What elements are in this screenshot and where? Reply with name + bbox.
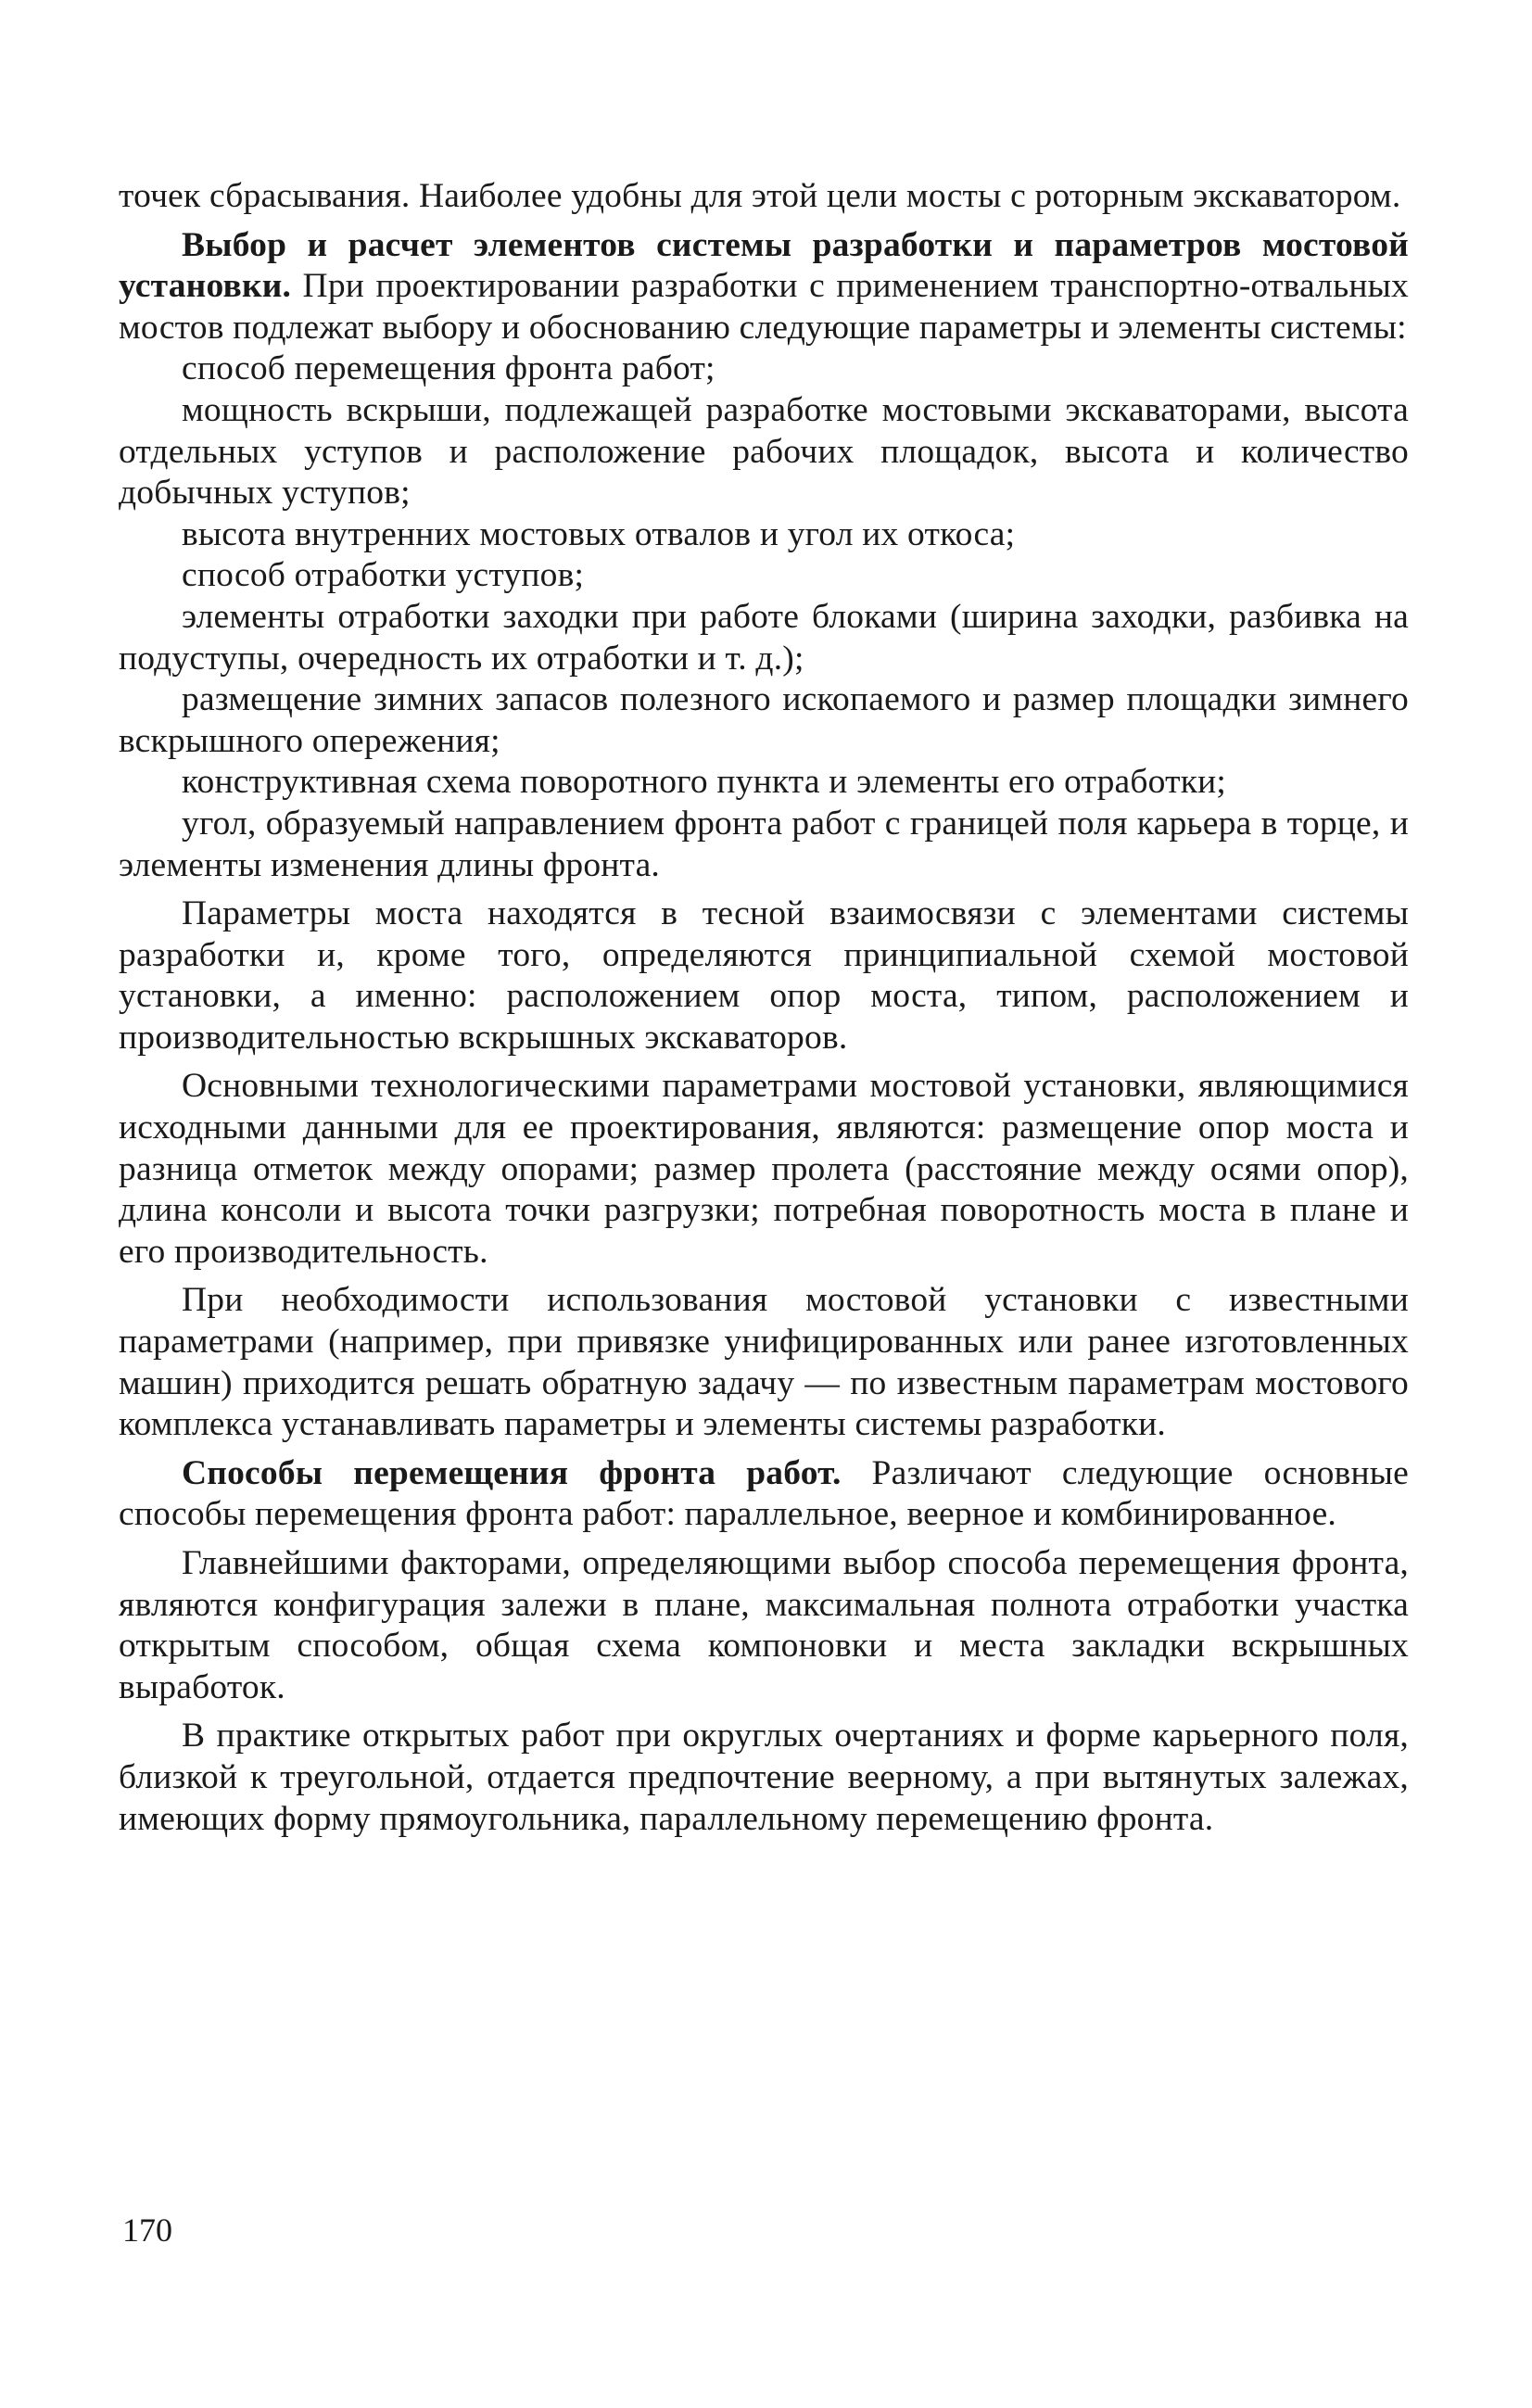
paragraph-text: Основными технологическими параметрами мостовой установки, являющимися исходными данными для ее проектирования, являются: размещение опор моста и разница отметок между опорами; размер пролета (расстояние между осями опор), длина консоли и высота точки разгрузки; потребная поворотность моста в плане и его производительность. bbox=[119, 1067, 1409, 1271]
paragraph bbox=[119, 1066, 1409, 1273]
list-item bbox=[119, 679, 1409, 762]
list-item-text: размещение зимних запасов полезного ископаемого и размер площадки зимнего вскрышного опережения; bbox=[119, 680, 1409, 760]
paragraph-continuation bbox=[119, 176, 1409, 218]
paragraph-text: При проектировании разработки с применением транспортно-отвальных мостов подлежат выбору и обоснованию следующие параметры и элементы системы: bbox=[119, 267, 1409, 347]
paragraph-text: В практике открытых работ при округлых очертаниях и форме карьерного поля, близкой к треугольной, отдается предпочтение веерному, а при вытянутых залежах, имеющих форму прямоугольника, параллельному перемещению фронта. bbox=[119, 1717, 1409, 1838]
list-item-text: способ отработки уступов; bbox=[182, 556, 585, 595]
list-item bbox=[119, 555, 1409, 597]
list-item-text: способ перемещения фронта работ; bbox=[182, 349, 715, 388]
paragraph bbox=[119, 1280, 1409, 1445]
list-item bbox=[119, 349, 1409, 390]
paragraph bbox=[119, 1543, 1409, 1708]
list-item-text: мощность вскрыши, подлежащей разработке мостовыми экскаваторами, высота отдельных уступов и расположение рабочих площадок, высота и количество добычных уступов; bbox=[119, 390, 1409, 513]
paragraph-text: Главнейшими факторами, определяющими выбор способа перемещения фронта, являются конфигурация залежи в плане, максимальная полнота отработки участка открытым способом, общая схема компоновки и места закладки вскрышных выработок. bbox=[119, 1544, 1409, 1706]
list-item bbox=[119, 390, 1409, 514]
list-item-text: элементы отработки заходки при работе блоками (ширина заходки, разбивка на подуступы, очередность их отработки и т. д.); bbox=[119, 597, 1409, 678]
list-item bbox=[119, 804, 1409, 886]
paragraph-text: точек сбрасывания. Наиболее удобны для этой цели мосты с роторным экскаватором. bbox=[119, 177, 1401, 215]
list-item-text: угол, образуемый направлением фронта работ с границей поля карьера в торце, и элементы изменения длины фронта. bbox=[119, 804, 1409, 884]
section-heading: Способы перемещения фронта работ. bbox=[182, 1453, 842, 1492]
list-item bbox=[119, 762, 1409, 804]
list-item-text: высота внутренних мостовых отвалов и угол их откоса; bbox=[182, 514, 1016, 553]
paragraph-text: Параметры моста находятся в тесной взаимосвязи с элементами системы разработки и, кроме того, определяются принципиальной схемой мостовой установки, а именно: расположением опор моста, типом, расположением и производительностью вскрышных экскаваторов. bbox=[119, 894, 1409, 1057]
page-body bbox=[119, 176, 1409, 1840]
list-item-text: конструктивная схема поворотного пункта и элементы его отработки; bbox=[182, 763, 1226, 802]
page-number: 170 bbox=[122, 2212, 172, 2249]
paragraph-section-methods bbox=[119, 1453, 1409, 1536]
paragraph bbox=[119, 1716, 1409, 1840]
list-item bbox=[119, 514, 1409, 556]
paragraph-text: При необходимости использования мостовой установки с известными параметрами (например, при привязке унифицированных или ранее изготовленных машин) приходится решать обратную задачу — по известным параметрам мостового комплекса устанавливать параметры и элементы системы разработки. bbox=[119, 1281, 1409, 1444]
section-heading: Выбор и расчет элементов системы разработки и параметров мостовой установки. bbox=[119, 225, 1409, 306]
paragraph-section-selection bbox=[119, 225, 1409, 349]
paragraph-text: Различают следующие основные способы перемещения фронта работ: параллельное, веерное и комбинированное. bbox=[119, 1453, 1409, 1534]
paragraph bbox=[119, 893, 1409, 1058]
list-item bbox=[119, 597, 1409, 679]
